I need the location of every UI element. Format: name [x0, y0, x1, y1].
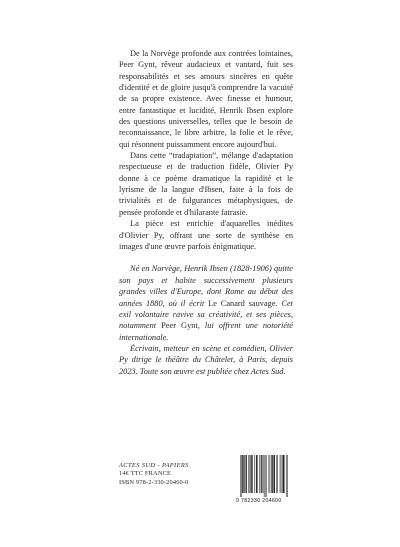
barcode-bar [252, 455, 253, 493]
barcode-bar [266, 455, 267, 497]
barcode-bar [269, 455, 270, 493]
barcode-bar [262, 455, 263, 493]
watercolors-paragraph: La pièce est enrichie d'aquarelles inédites d'Olivier Py, offrant une sorte de synthèse en images d'une œuvre parfois énigmatique. [119, 219, 293, 251]
barcode-bar [261, 455, 262, 493]
ibsen-bio-text-3: , lui offrent une notoriété internationale. [119, 321, 293, 342]
barcode-bars [236, 455, 292, 497]
barcode-bar [244, 455, 245, 493]
py-bio: Écrivain, metteur en scène et comédien, Olivier Py dirige le théâtre du Châtelet, à Paris, depuis 2023. Toute son œuvre est publiée chez Actes Sud. [119, 343, 293, 376]
isbn-barcode [236, 455, 292, 506]
barcode-bar [254, 455, 255, 493]
barcode-bar [256, 455, 257, 493]
barcode-bar [283, 455, 284, 493]
barcode-bar [277, 455, 278, 493]
barcode-bar [243, 455, 244, 493]
peer-gynt-title: Peer Gynt [161, 321, 198, 331]
price: 14€ TTC FRANCE [119, 470, 172, 478]
barcode-bar [270, 455, 271, 493]
ibsen-bio [119, 263, 293, 342]
barcode-bar [272, 455, 273, 493]
barcode-bar [274, 455, 275, 493]
barcode-bar [250, 455, 251, 493]
barcode-bar [264, 455, 265, 497]
barcode-bar [240, 455, 241, 497]
barcode-bar [246, 455, 247, 493]
canard-sauvage-title: Le Canard sauvage [208, 298, 276, 308]
barcode-bar [259, 455, 260, 493]
barcode-bar [245, 455, 246, 493]
barcode-bar [256, 455, 257, 493]
barcode-bar [263, 455, 264, 493]
barcode-bar [272, 455, 273, 493]
barcode-bar [286, 455, 287, 497]
barcode-bar [251, 455, 252, 493]
ibsen-bio-text-2: . Cet exil volontaire ravive sa créativité, et ses pièces, notamment [119, 298, 293, 331]
barcode-digits: 9 782330 204600 [236, 498, 282, 504]
barcode-bar [252, 455, 253, 493]
barcode-bar [250, 455, 251, 493]
barcode-bar [261, 455, 262, 493]
barcode-bar [246, 455, 247, 493]
barcode-bar [276, 455, 277, 493]
tradaptation-paragraph: Dans cette “tradaptation”, mélange d'adaptation respectueuse et de traduction fidèle, Olivier Py donne à ce poème dramatique la rapidité et le lyrisme de la langue d'Ibsen, faite à la fois de trivialités et de fulgurances métaphysiques, de pensée profonde et d'hilarante fatrasie. [119, 151, 293, 217]
barcode-bar [285, 455, 286, 493]
barcode-bar [265, 455, 266, 497]
barcode-bar [271, 455, 272, 493]
barcode-bar [241, 455, 242, 497]
barcode-bar [243, 455, 244, 493]
synopsis-paragraph: De la Norvège profonde aux contrées lointaines, Peer Gynt, rêveur audacieux et vantard, fuit ses responsabilités et ses amours sincères en quête d'identité et de gloire jusqu'à comprendre la vacuité de sa propre existence. Avec finesse et humour, entre fantastique et lucidité, Henrik Ibsen explore des questions universelles, telles que le besoin de reconnaissance, le libre arbitre, la folie et le rêve, qui résonnent puissamment encore aujourd'hui. [119, 49, 293, 149]
barcode-bar [287, 455, 288, 497]
barcode-bar [273, 455, 274, 493]
ibsen-bio-text: Né en Norvège, Henrik Ibsen (1828-1906) quitte son pays et habite successivement plusieurs grandes villes d'Europe, dont Rome au début des années 1880, où il écrit [119, 264, 293, 308]
barcode-bar [248, 455, 249, 493]
publisher-info [119, 462, 229, 487]
barcode-bar [257, 455, 258, 493]
barcode-bar [282, 455, 283, 493]
barcode-bar [242, 455, 243, 493]
barcode-bar [283, 455, 284, 493]
isbn: ISBN 978-2-330-20460-0 [119, 478, 189, 486]
back-cover-text [119, 48, 293, 377]
barcode-bar [274, 455, 275, 493]
barcode-bar [281, 455, 282, 493]
publisher-brand: ACTES SUD - PAPIERS [119, 462, 189, 469]
barcode-bar [280, 455, 281, 493]
